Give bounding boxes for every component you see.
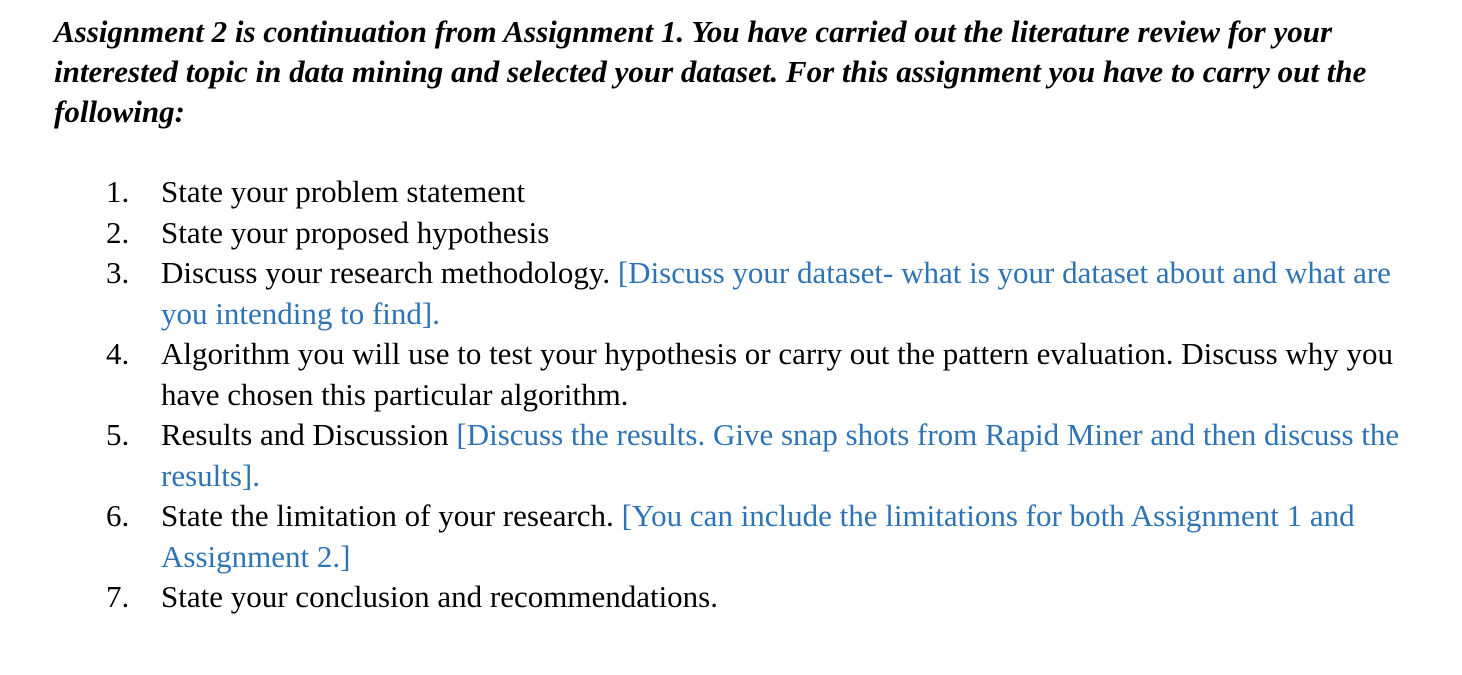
- task-body: [161, 172, 1406, 213]
- task-item-5: [106, 415, 1406, 496]
- task-body: [161, 334, 1406, 415]
- task-note: [You can include the limitations for both Assignment 1 and Assignment 2.]: [161, 498, 1355, 574]
- task-number: 3.: [106, 255, 130, 290]
- task-body: [161, 496, 1406, 577]
- task-body: [161, 213, 1406, 254]
- task-body: [161, 253, 1406, 334]
- task-item-6: [106, 496, 1406, 577]
- task-body: [161, 577, 1406, 618]
- task-item-3: [106, 253, 1406, 334]
- task-note: [Discuss your dataset- what is your dataset about and what are you intending to find].: [161, 255, 1391, 331]
- task-item-1: [106, 172, 1406, 213]
- task-number: 2.: [106, 214, 130, 250]
- task-item-2: [106, 213, 1406, 254]
- task-number: 5.: [106, 417, 130, 452]
- task-item-7: [106, 577, 1406, 618]
- assignment-intro: Assignment 2 is continuation from Assignment 1. You have carried out the literature review for your interested topic in data mining and selected your dataset. For this assignment you have to carry out the following:: [54, 14, 1367, 129]
- task-number: 4.: [106, 336, 130, 371]
- task-number: 6.: [106, 498, 130, 533]
- task-text: State your proposed hypothesis: [161, 214, 550, 250]
- task-text: State your problem statement: [161, 174, 526, 209]
- task-list: [106, 172, 1406, 618]
- task-text: Results and Discussion: [161, 417, 449, 452]
- task-note: [Discuss the results. Give snap shots from Rapid Miner and then discuss the results].: [161, 417, 1400, 493]
- task-text: State your conclusion and recommendations.: [161, 579, 719, 614]
- task-item-4: [106, 334, 1406, 415]
- task-number: 1.: [106, 174, 130, 209]
- task-text: Algorithm you will use to test your hypothesis or carry out the pattern evaluation. Discuss why you have chosen this particular algorithm.: [161, 336, 1394, 412]
- task-body: [161, 415, 1406, 496]
- task-number: 7.: [106, 579, 130, 614]
- task-text: Discuss your research methodology.: [161, 255, 611, 290]
- task-text: State the limitation of your research.: [161, 498, 614, 533]
